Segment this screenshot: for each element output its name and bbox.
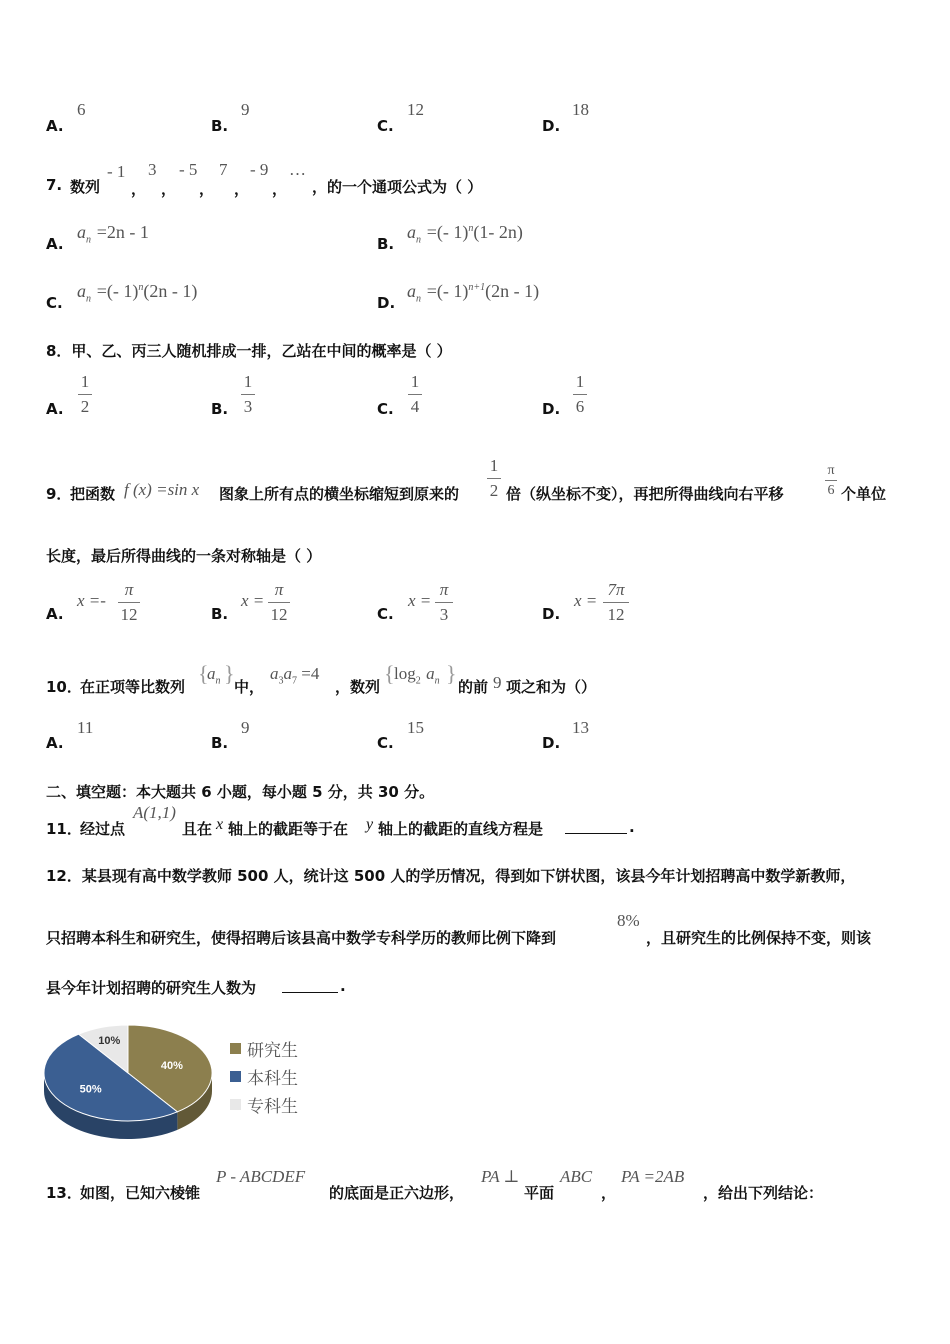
- q11-part3: 轴上的截距等于在: [228, 820, 349, 838]
- q10-option-d-value: 13: [572, 718, 589, 737]
- q10-option-a-label: A.: [46, 734, 64, 752]
- q12-line1: 12．某县现有高中数学教师 500 人，统计这 500 人的学历情况，得到如下饼状图，该县今年计划招聘高中数学新教师，: [46, 867, 856, 885]
- q8-option-c-label: C.: [377, 400, 394, 418]
- q6-option-b-label: B.: [211, 117, 229, 135]
- q12-percent: 8%: [617, 911, 640, 930]
- legend-swatch-bachelor: [230, 1071, 241, 1082]
- q6-option-b-value: 9: [241, 100, 250, 119]
- q9-option-d-label: D.: [542, 605, 561, 623]
- section-2-heading: 二、填空题：本大题共 6 小题，每小题 5 分，共 30 分。: [46, 783, 435, 801]
- q9-part4: 个单位: [841, 485, 887, 503]
- pie-label-bachelor: 50%: [79, 1083, 102, 1096]
- q10-log-brace-left: {: [384, 661, 395, 686]
- q9-option-c-fraction: π 3: [435, 580, 453, 625]
- q11-end: .: [629, 818, 635, 836]
- q9-part1: 把函数: [70, 485, 116, 503]
- q7-option-d-formula: $a_n$ =(- 1)$^{n+1}$(2n - 1): [407, 281, 540, 305]
- q7-option-a-formula: $a_n =2n - 1$: [77, 222, 149, 246]
- q6-option-c-label: C.: [377, 117, 394, 135]
- legend-label-bachelor: 本科生: [247, 1068, 298, 1089]
- q9-shift-fraction: π 6: [825, 463, 837, 498]
- q6-option-a-label: A.: [46, 117, 64, 135]
- q9-function: f (x) =sin x: [124, 480, 200, 499]
- pie-label-graduate: 40%: [160, 1059, 183, 1072]
- q6-option-d-label: D.: [542, 117, 561, 135]
- q8-option-b-label: B.: [211, 400, 229, 418]
- q10-seq-brace-right: }: [224, 661, 235, 686]
- q9-option-d-lhs: x =: [574, 591, 598, 610]
- q12-line3: 县今年计划招聘的研究生人数为: [46, 979, 257, 997]
- q10-seq: $a_n$: [207, 664, 221, 687]
- q13-perp: PA ⊥: [481, 1167, 520, 1186]
- q8-option-b-fraction: 1 3: [241, 372, 255, 417]
- q13-equation: PA =2AB: [621, 1167, 685, 1186]
- q6-option-c-value: 12: [407, 100, 424, 119]
- q7-term-3: - 5: [179, 160, 198, 179]
- q9-option-a-fraction: π 12: [118, 580, 140, 625]
- q7-option-c-formula: $a_n$ =(- 1)$^n$(2n - 1): [77, 281, 198, 305]
- q10-part1: 在正项等比数列: [80, 678, 186, 696]
- q7-lead: 数列: [70, 178, 101, 196]
- q12-end: .: [340, 977, 346, 995]
- q8-option-a-fraction: 1 2: [78, 372, 92, 417]
- q10-option-c-value: 15: [407, 718, 424, 737]
- q10-option-a-value: 11: [77, 718, 94, 737]
- q7-sep-3: ，: [199, 180, 215, 198]
- legend-label-graduate: 研究生: [247, 1040, 298, 1061]
- q9-option-a-label: A.: [46, 605, 64, 623]
- q9-option-b-fraction: π 12: [268, 580, 290, 625]
- q10-part2: 中，: [234, 678, 265, 696]
- q8-option-c-fraction: 1 4: [408, 372, 422, 417]
- q10-option-b-label: B.: [211, 734, 229, 752]
- q7-term-6: …: [289, 160, 306, 179]
- q7-term-1: - 1: [107, 162, 126, 181]
- q10-log-term: $\log_2 a_n$: [394, 664, 440, 687]
- q6-option-d-value: 18: [572, 100, 589, 119]
- q9-half-fraction: 1 2: [487, 456, 501, 501]
- legend-item-associate: [230, 1090, 298, 1118]
- q7-number: 7.: [46, 176, 63, 194]
- q13-pyramid: P - ABCDEF: [216, 1167, 306, 1186]
- q9-option-a-lhs: x =-: [77, 591, 106, 610]
- q7-sep-5: ，: [272, 180, 288, 198]
- q9-number: 9．: [46, 485, 72, 503]
- q11-point: A(1,1): [133, 803, 176, 822]
- q11-part4: 轴上的截距的直线方程是: [378, 820, 544, 838]
- q7-sep-2: ，: [161, 180, 177, 198]
- q12-line2a: 只招聘本科生和研究生，使得招聘后该县高中数学专科学历的教师比例下降到: [46, 929, 557, 947]
- q13-plane: ABC: [560, 1167, 593, 1186]
- q13-part3: 平面: [524, 1184, 555, 1202]
- pie-label-associate: 10%: [98, 1035, 121, 1048]
- education-pie-chart: [38, 1015, 248, 1145]
- q10-option-c-label: C.: [377, 734, 394, 752]
- q7-term-4: 7: [219, 160, 228, 179]
- q13-part1: 如图，已知六棱锥: [80, 1184, 201, 1202]
- q10-option-b-value: 9: [241, 718, 250, 737]
- q8-option-d-label: D.: [542, 400, 561, 418]
- q7-option-b-label: B.: [377, 235, 395, 253]
- q11-answer-blank[interactable]: [565, 818, 627, 834]
- legend-swatch-associate: [230, 1099, 241, 1110]
- q10-log-brace-right: }: [446, 661, 457, 686]
- q11-part2: 且在: [182, 820, 213, 838]
- q9-option-b-label: B.: [211, 605, 229, 623]
- q7-tail: ，的一个通项公式为（ ）: [312, 178, 483, 196]
- q10-option-d-label: D.: [542, 734, 561, 752]
- q10-part4: 的前: [458, 678, 489, 696]
- q9-part2: 图象上所有点的横坐标缩短到原来的: [219, 485, 460, 503]
- q7-term-5: - 9: [250, 160, 269, 179]
- q8-option-d-fraction: 1 6: [573, 372, 587, 417]
- q7-option-a-label: A.: [46, 235, 64, 253]
- legend-item-graduate: [230, 1034, 298, 1062]
- legend-swatch-graduate: [230, 1043, 241, 1054]
- q13-part2: 的底面是正六边形，: [329, 1184, 465, 1202]
- q10-seq-brace-left: {: [198, 661, 209, 686]
- q8-option-a-label: A.: [46, 400, 64, 418]
- q11-number: 11．: [46, 820, 82, 838]
- q7-term-2: 3: [148, 160, 157, 179]
- q6-option-a-value: 6: [77, 100, 86, 119]
- legend-item-bachelor: [230, 1062, 298, 1090]
- q9-option-c-label: C.: [377, 605, 394, 623]
- q10-number: 10．: [46, 678, 82, 696]
- q10-part3: ，数列: [335, 678, 381, 696]
- q9-part3: 倍（纵坐标不变），再把所得曲线向右平移: [506, 485, 784, 503]
- q11-part1: 经过点: [80, 820, 126, 838]
- q13-part5: ，给出下列结论：: [703, 1184, 824, 1202]
- q8-text: 8．甲、乙、丙三人随机排成一排，乙站在中间的概率是（ ）: [46, 342, 452, 360]
- q10-count: 9: [493, 673, 502, 692]
- q11-y: y: [366, 816, 374, 833]
- pie-legend: [230, 1034, 298, 1118]
- q9-option-d-fraction: 7π 12: [603, 580, 629, 625]
- q7-option-c-label: C.: [46, 294, 63, 312]
- q12-line2b: ，且研究生的比例保持不变，则该: [646, 929, 872, 947]
- q7-option-b-formula: $a_n$ =(- 1)$^n$(1- 2n): [407, 222, 523, 246]
- q9-option-b-lhs: x =: [241, 591, 265, 610]
- q11-x: x: [216, 816, 224, 833]
- q12-answer-blank[interactable]: [282, 977, 338, 993]
- pie-tops: [44, 1025, 212, 1121]
- q13-part4: ，: [601, 1184, 617, 1202]
- q13-number: 13．: [46, 1184, 82, 1202]
- q7-sep-1: ，: [131, 180, 147, 198]
- q7-option-d-label: D.: [377, 294, 396, 312]
- q10-condition: $a_3a_7 =4$: [270, 664, 320, 687]
- q10-part5: 项之和为（）: [506, 678, 597, 696]
- q9-option-c-lhs: x =: [408, 591, 432, 610]
- q9-line2: 长度，最后所得曲线的一条对称轴是（ ）: [46, 547, 322, 565]
- legend-label-associate: 专科生: [247, 1096, 298, 1117]
- q7-sep-4: ，: [234, 180, 250, 198]
